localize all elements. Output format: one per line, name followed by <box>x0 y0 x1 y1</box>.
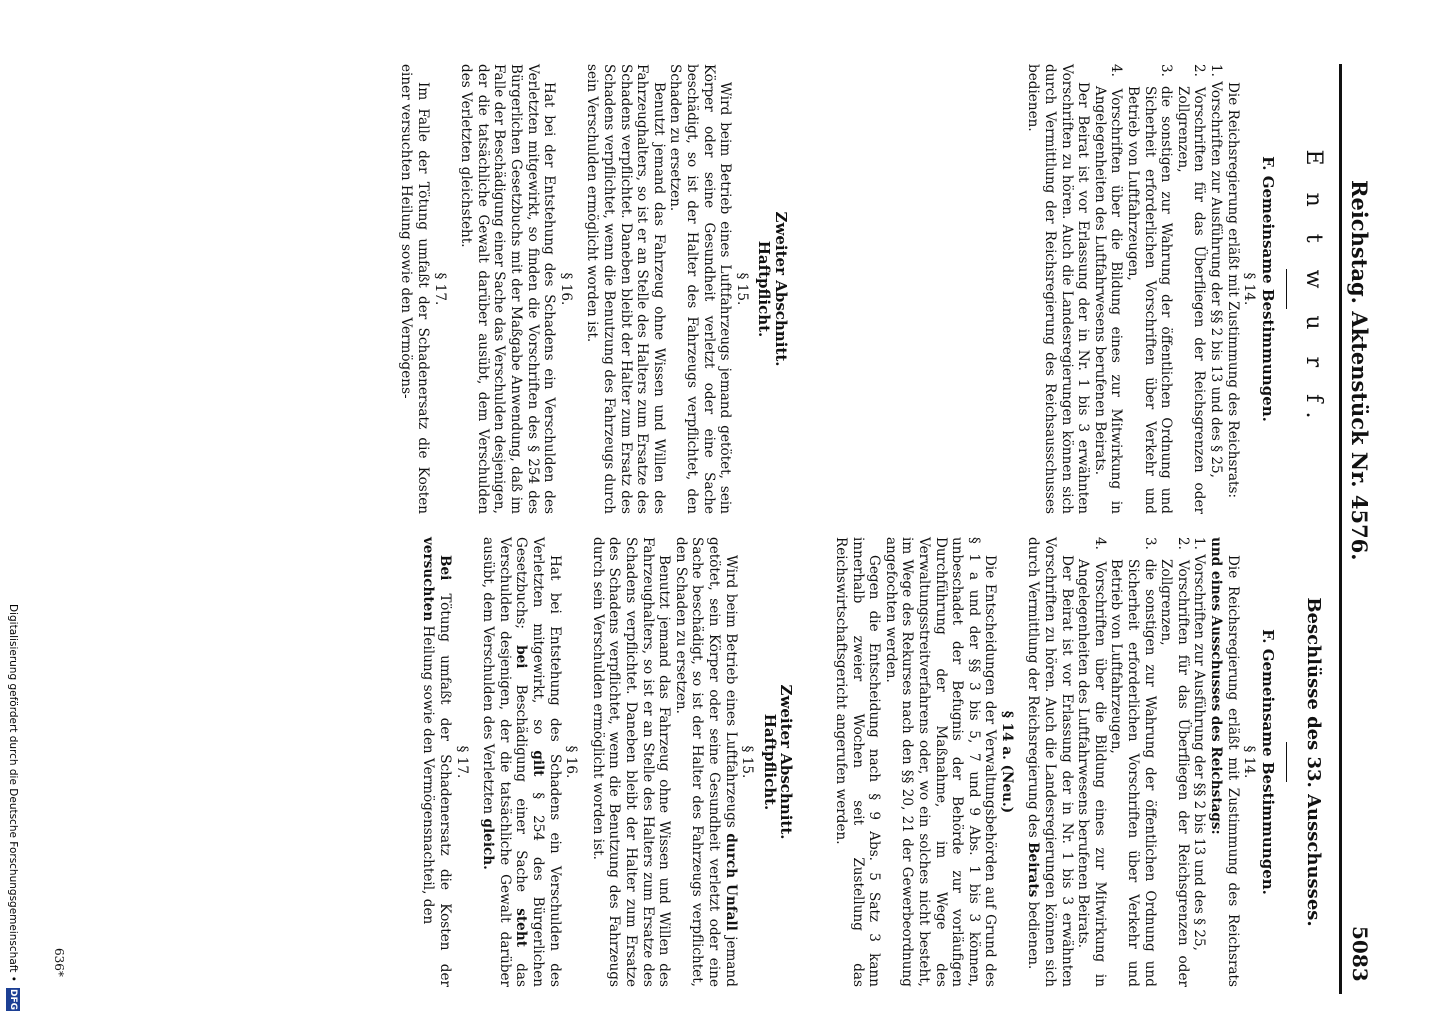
right-p16: § 16. <box>563 745 580 779</box>
right-p16-a-3: § 254 des Bürgerlichen Gesetzbuchs; <box>513 537 547 987</box>
right-item-4: 4. Vorschriften über die Bildung eines zur Mitwirkung in Angelegenheiten des Luftfahrwesens berufenen Beirats. <box>1075 537 1108 987</box>
right-p17: § 17. <box>453 745 470 779</box>
right-p15-a <box>672 537 738 987</box>
right-haftpflicht: Haftpflicht. <box>760 713 779 811</box>
right-p15-a-3: jemand getötet, sein Körper oder seine Gesundheit verletzt oder eine Sache beschädigt, so ist der Halter des Fahrzeugs verpflichtet, den Schaden zu ersetzen. <box>672 537 739 987</box>
right-intro <box>1207 537 1240 987</box>
right-p17-a-2: Tötung umfaßt der Schadenersatz die Kosten der <box>437 593 454 987</box>
header-rule <box>1339 64 1342 994</box>
page-number: 5083 <box>1348 926 1372 982</box>
right-p17-a-1: Bei <box>437 555 454 581</box>
left-item-2: 2. Vorschriften für das Überfliegen der Reichsgrenzen oder Zollgrenzen, <box>1174 64 1208 514</box>
left-item-4: 4. Vorschriften über die Bildung eines zur Mitwirkung in Angelegenheiten des Luftfahrwesens berufenen Beirats. <box>1091 64 1125 514</box>
left-p15: § 15. <box>733 272 750 306</box>
right-section-f: F. Gemeinsame Bestimmungen. <box>1258 629 1277 895</box>
right-p14a-a: Die Entscheidungen der Verwaltungsbehörden auf Grund des § 1 a und der §§ 3 bis 5, 7 und 9 Abs. 1 bis 3 können, unbeschadet der Befugnis der Behörde zur vorläufigen Durchführung der Maßnahme, im Wege des Verwaltungsstreitverfahrens oder, wo ein solches nicht besteht, im Wege des Rekurses nach den §§ 20, 21 der Gewerbeordnung angefochten werden. <box>882 537 999 987</box>
right-p16-a-7: das Verschulden desjenigen, der die tatsächliche Gewalt darüber ausübt, dem Verschulden des Verletzten <box>480 537 530 987</box>
right-beirat-bold: Beirats <box>1025 842 1042 898</box>
right-item-2: 2. Vorschriften für das Überfliegen der Reichsgrenzen oder Zollgrenzen, <box>1158 537 1191 987</box>
left-item-3: 3. die sonstigen zur Wahrung der öffentlichen Ordnung und Sicherheit erforderlichen Vorschriften über Verkehr und Betrieb von Luftfahrzeugen, <box>1125 64 1175 514</box>
right-p16-a-1: Hat bei Entstehung des Schadens ein Verschulden des Verletzten mitgewirkt, so <box>530 537 563 987</box>
left-p15-b: Benutzt jemand das Fahrzeug ohne Wissen und Willen des Fahrzeughalters, so ist er an Stelle des Halters zum Ersatze des Schadens verpflichtet. Daneben bleibt der Halter zum Ersatz des Schadens verpflichtet, wenn die Benutzung des Fahrzeugs durch sein Verschulden ermöglicht worden ist. <box>584 64 667 514</box>
right-p16-a-6: steht <box>513 908 530 947</box>
right-p16-a-2: gilt <box>530 750 547 777</box>
left-title: E n t w u r f. <box>1301 149 1326 429</box>
right-p14a: § 14 a. (Neu.) <box>998 710 1015 814</box>
right-beirat <box>1025 537 1075 987</box>
left-p17: § 17. <box>431 272 448 306</box>
right-item-1: 1. Vorschriften zur Ausführung der §§ 2 bis 13 und des § 25, <box>1191 537 1208 951</box>
left-column <box>398 64 1329 514</box>
right-intro-text: Die Reichsregierung erläßt mit Zustimmung des Reichsrats <box>1224 555 1241 987</box>
left-p16: § 16. <box>557 272 574 306</box>
right-p17-a <box>420 537 453 987</box>
right-p15-a-1: Wird beim Betrieb eines Luftfahrzeugs <box>722 555 739 828</box>
right-p15: § 15. <box>739 745 756 779</box>
right-p16-a-5: Beschädigung einer Sache <box>513 684 530 893</box>
left-beirat: Der Beirat ist vor Erlassung der in Nr. 1 bis 3 erwähnten Vorschriften zu hören. Auch die Landesregierungen können sich durch Vermittlung der Reichsregierung des Reichsausschusses bedienen. <box>1025 64 1092 514</box>
right-p16-a-4: bei <box>513 645 530 669</box>
right-p16-a-8: gleich. <box>480 818 497 870</box>
left-abschnitt: Zweiter Abschnitt. <box>771 211 790 367</box>
right-p17-a-3: versuchten <box>420 537 437 622</box>
right-p16-a <box>480 537 563 987</box>
right-intro-bold: und eines Ausschusses des Reichstags: <box>1208 537 1225 835</box>
left-p14: § 14. <box>1241 272 1258 306</box>
right-p14a-b: Gegen die Entscheidung nach § 9 Abs. 5 Satz 3 kann innerhalb zweier Wochen seit Zustellung das Reichswirtschaftsgericht angerufen werden. <box>832 537 883 987</box>
left-haftpflicht: Haftpflicht. <box>755 240 774 338</box>
right-beirat-text: Der Beirat ist vor Erlassung der in Nr. 1 bis 3 erwähnten Vorschriften zu hören. Auch die Landesregierungen können sich durch Vermittlung der Reichsregierung des <box>1025 537 1075 987</box>
left-intro: Die Reichsregierung erläßt mit Zustimmung des Reichsrats: <box>1224 82 1241 499</box>
dfg-logo: DFG <box>8 989 18 1011</box>
right-p14: § 14. <box>1241 745 1258 779</box>
right-p15-a-bold: durch Unfall <box>722 833 739 931</box>
right-beirat-end: bedienen. <box>1025 901 1042 970</box>
left-item-1: 1. Vorschriften zur Ausführung der §§ 2 bis 13 und des § 25, <box>1208 64 1225 478</box>
left-p16-a: Hat bei der Entstehung des Schadens ein Verschulden des Verletzten mitgewirkt, so finden die Vorschriften des § 254 des Bürgerlichen Gesetzbuchs mit der Maßgabe Anwendung, daß im Falle der Beschädigung einer Sache das Verschulden desjenigen, der die tatsächliche Gewalt darüber ausübt, dem Verschulden des Verletzten gleichsteht. <box>458 64 558 514</box>
footer-text: Digitalisierung gefördert durch die Deutsche Forschungsgemeinschaft • <box>7 604 19 982</box>
left-p15-a: Wird beim Betrieb eines Luftfahrzeugs jemand getötet, sein Körper oder seine Gesundheit verletzt oder eine Sache beschädigt, so ist der Halter des Fahrzeugs verpflichtet, den Schaden zu ersetzen. <box>667 64 734 514</box>
right-p17-a-4: Heilung sowie den Vermögensnachteil, den <box>420 625 437 925</box>
left-section-f: F. Gemeinsame Bestimmungen. <box>1258 156 1277 422</box>
right-column <box>420 537 1329 987</box>
left-p17-a: Im Falle der Tötung umfaßt der Schadenersatz die Kosten einer versuchten Heilung sowie den Vermögens- <box>398 64 432 514</box>
right-item-3: 3. die sonstigen zur Wahrung der öffentlichen Ordnung und Sicherheit erforderlichen Vorschriften über Verkehr und Betrieb von Luftfahrzeugen, <box>1108 537 1158 987</box>
right-abschnitt: Zweiter Abschnitt. <box>777 684 796 840</box>
right-title: Beschlüsse des 33. Ausschusses. <box>1303 597 1324 927</box>
dfg-footer <box>6 604 20 1011</box>
header-left: Reichstag. Aktenstück Nr. 4576. <box>1347 180 1372 561</box>
right-p15-b: Benutzt jemand das Fahrzeug ohne Wissen und Willen des Fahrzeughalters, so ist er an Stelle des Halters zum Ersatze des Schadens verpflichtet. Daneben bleibt der Halter zum Ersatze des Schadens verpflichtet, wenn die Benutzung des Fahrzeugs durch sein Verschulden ermöglicht worden ist. <box>589 537 673 987</box>
signature-mark: 636* <box>52 948 66 977</box>
